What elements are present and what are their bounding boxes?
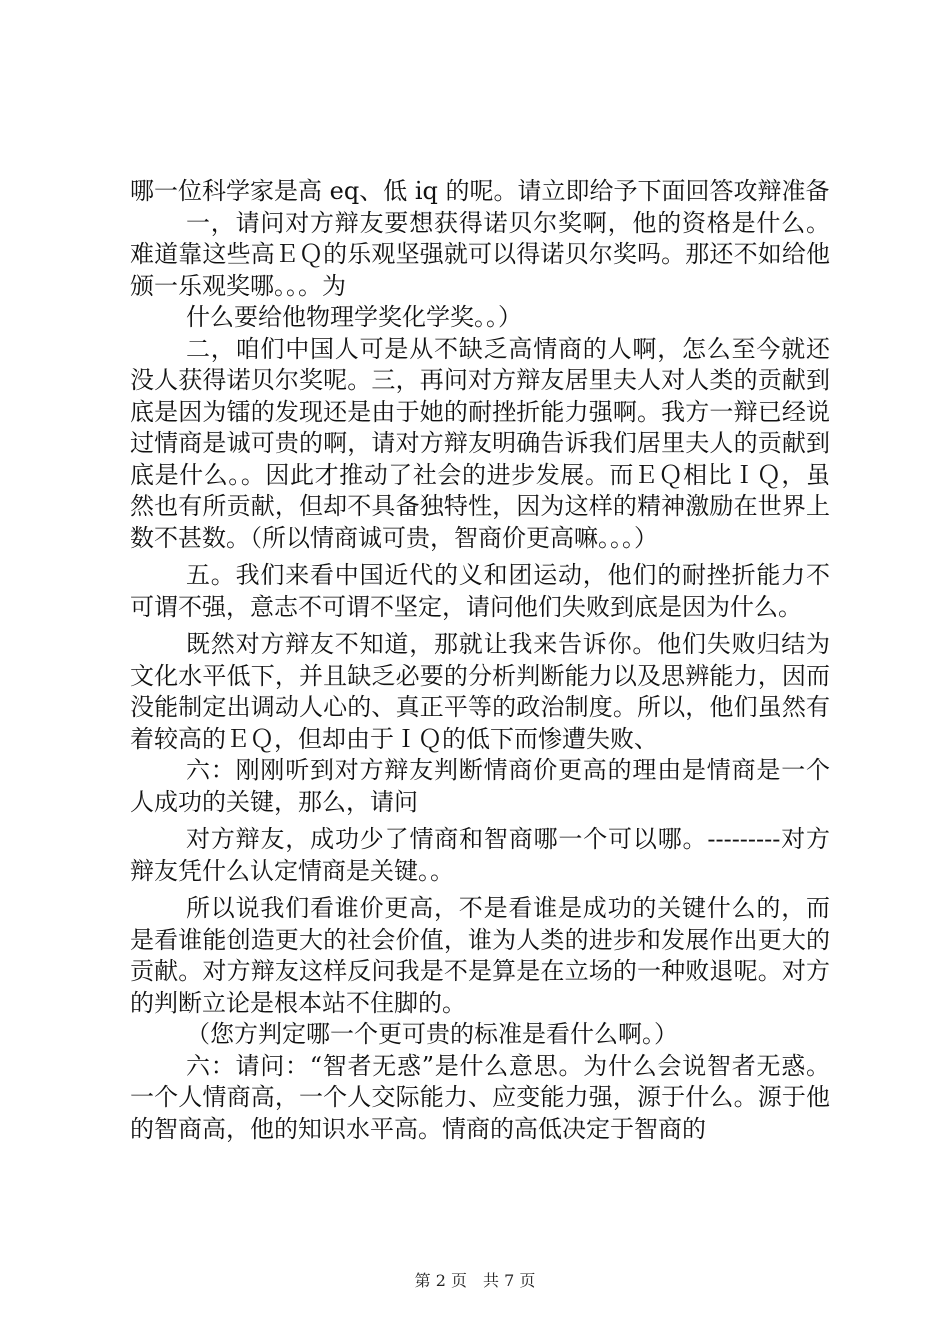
paragraph: 什么要给他物理学奖化学奖。。）: [186, 303, 522, 331]
paragraph: 哪一位科学家是高 eq、低 iq 的呢。请立即给予下面回答攻辩准备: [130, 177, 830, 205]
paragraph: 二，咱们中国人可是从不缺乏高情商的人啊，怎么至今就还没人获得诺贝尔奖呢。三，再问对方辩友居里夫人对人类的贡献到底是因为镭的发现还是由于她的耐挫折能力强啊。我方一辩已经说过情商是诚可贵的啊，请对方辩友明确告诉我们居里夫人的贡献到底是什么。。因此才推动了社会的进步发展。而ＥＱ相比ＩＱ，虽然也有所贡献，但却不具备独特性，因为这样的精神激励在世界上数不甚数。（所以情商诚可贵，智商价更高嘛。。。）: [130, 334, 830, 552]
paragraph: 六：刚刚听到对方辩友判断情商价更高的理由是情商是一个人成功的关键，那么，请问: [130, 756, 830, 816]
paragraph: 一，请问对方辩友要想获得诺贝尔奖啊，他的资格是什么。难道靠这些高ＥＱ的乐观坚强就可以得诺贝尔奖吗。那还不如给他颁一乐观奖哪。。。为: [130, 208, 830, 300]
paragraph: 六：请问：“智者无惑”是什么意思。为什么会说智者无惑。一个人情商高，一个人交际能力、应变能力强，源于什么。源于他的智商高，他的知识水平高。情商的高低决定于智商的: [130, 1051, 830, 1143]
paragraph: 既然对方辩友不知道，那就让我来告诉你。他们失败归结为文化水平低下，并且缺乏必要的分析判断能力以及思辨能力，因而没能制定出调动人心的、真正平等的政治制度。所以，他们虽然有着较高的ＥＱ，但却由于ＩＱ的低下而惨遭失败、: [130, 630, 830, 753]
page-footer: 第 2 页 共 7 页: [414, 1271, 536, 1290]
paragraph: 五。我们来看中国近代的义和团运动，他们的耐挫折能力不可谓不强，意志不可谓不坚定，请问他们失败到底是因为什么。: [130, 561, 830, 621]
paragraph: 对方辩友，成功少了情商和智商哪一个可以哪。---------对方辩友凭什么认定情商是关键。。: [130, 825, 830, 885]
paragraph: （您方判定哪一个更可贵的标准是看什么啊。）: [186, 1020, 678, 1048]
paragraph: 所以说我们看谁价更高，不是看谁是成功的关键什么的，而是看谁能创造更大的社会价值，谁为人类的进步和发展作出更大的贡献。对方辩友这样反问我是不是算是在立场的一种败退呢。对方的判断立论是根本站不住脚的。: [130, 894, 830, 1017]
document-body: [130, 176, 830, 1145]
